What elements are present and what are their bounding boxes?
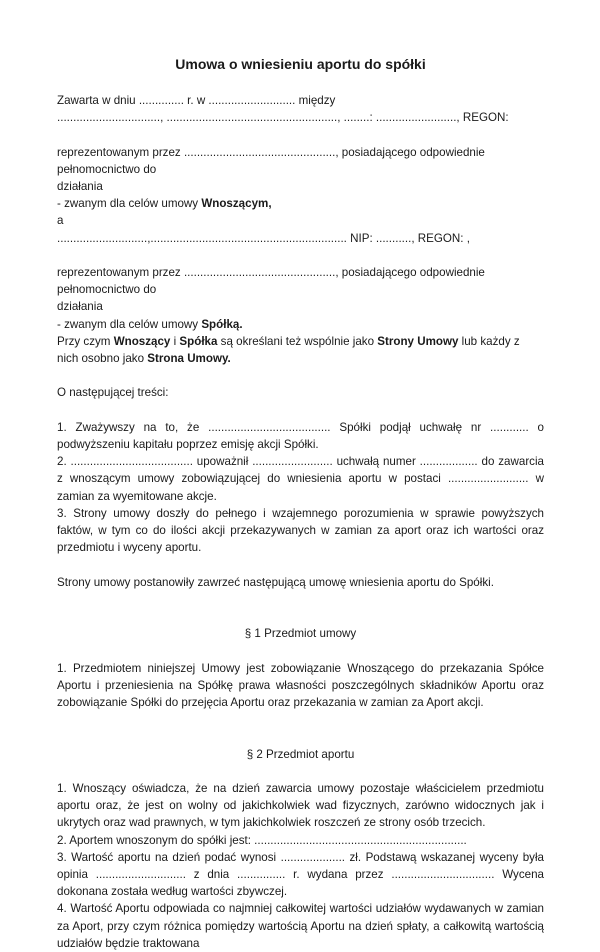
spacer [57,556,544,573]
recitals-block [57,419,544,557]
party2-designation [57,316,544,333]
intro-block [57,92,544,126]
intro-line-date: Zawarta w dniu .............. r. w ........................... między [57,94,336,107]
recital-item: 1. Zważywszy na to, że ...................................... Spółki podjął uchwałę nr ............ o podwyższeniu kapitału poprzez emisję akcji Spółki. [57,420,544,451]
bold-term: Strona Umowy. [147,352,231,366]
spacer [57,126,544,143]
intro-line-party1: ................................, ....................................................., ........: ........................., REGON: [57,111,509,125]
section-heading: § 1 Przedmiot umowy [244,627,357,641]
party2-designation-name: Spółką. [201,317,243,331]
spacer [57,83,544,92]
spacer [57,642,544,659]
section-paragraph: 1. Wnoszący oświadcza, że na dzień zawarcia umowy pozostaje właścicielem przedmiotu aportu oraz, że jest on wolny od jakichkolwiek wad fizycznych, zarówno widocznych jak i ukrytych oraz wad prawnych, w tym jakichkolwiek roszczeń ze strony osób trzecich. [57,781,544,830]
recital-item: 3. Strony umowy doszły do pełnego i wzajemnego porozumienia w sprawie powyższych faktów, w tym co do ilości akcji przekazywanych w zamian za aport oraz ich wartości oraz przedmiotu i wyceny aportu. [57,506,544,555]
party2-block [57,264,544,367]
party1-designation-prefix: - zwanym dla celów umowy [57,197,202,211]
section-paragraph: 4. Wartość Aportu odpowiada co najmniej całkowitej wartości udziałów wydawanych w zamian za Aport, przy czym różnica pomiędzy wartością Aportu na dzień spłaty, a całkowitą wartością udziałów będzie traktowana [57,902,544,950]
bold-term: Spółka [179,334,218,348]
spacer [57,402,544,419]
spacer [57,711,544,745]
bold-term: Wnoszący [113,334,171,348]
section-1 [57,625,544,711]
party2-designation-prefix: - zwanym dla celów umowy [57,317,202,331]
spacer [57,247,544,264]
party1-block [57,144,544,247]
party2-representation-cont: działania [57,300,103,314]
text-fragment: Przy czym [57,334,114,348]
section-2 [57,746,544,952]
text-fragment: lub każdy z nich osobno jako [57,334,520,366]
text-fragment: i [170,334,180,348]
party1-representation: reprezentowanym przez ..............................................., posiadającego odpowiednie pełnomocnictwo do [57,145,485,176]
party2-representation: reprezentowanym przez ..............................................., posiadającego odpowiednie pełnomocnictwo do [57,266,485,297]
party1-designation [57,195,544,212]
conjunction-and: a [57,214,64,228]
spacer [57,763,544,780]
content-intro: O następującej treści: [57,386,169,400]
party2-details: ............................,............................................................. NIP: ..........., REGON: , [57,231,470,245]
spacer [57,591,544,625]
section-heading: § 2 Przedmiot aportu [246,747,355,761]
document-title: Umowa o wniesieniu aportu do spółki [175,56,426,72]
bold-term: Strony Umowy [377,334,459,348]
recital-item: 2. ...................................... upoważnił ......................... uchwałą numer .................. do zawarcia z wnoszącym umowy zobowiązującej do wniesienia aportu w postaci ......................... w zamian za wyemitowane akcje. [57,455,544,503]
document-page [57,55,544,952]
text-fragment: są określani też wspólnie jako [217,334,378,348]
party1-representation-cont: działania [57,180,103,193]
section-paragraph: 1. Przedmiotem niniejszej Umowy jest zobowiązanie Wnoszącego do przekazania Spółce Aportu i przeniesienia na Spółkę prawa własności poszczególnych składników Aportu oraz zobowiązanie Spółki do przejęcia Aportu oraz przekazania w zamian za Aport akcji. [57,661,544,709]
joint-parties-clause [57,333,544,367]
section-paragraph: 2. Aportem wnoszonym do spółki jest: .................................................................. [57,833,467,847]
spacer [57,367,544,384]
party1-designation-name: Wnoszącym, [201,197,272,211]
decision-statement: Strony umowy postanowiły zawrzeć następującą umowę wniesienia aportu do Spółki. [57,575,494,589]
section-paragraph: 3. Wartość aportu na dzień podać wynosi .................... zł. Podstawą wskazanej wyceny była opinia ............................ z dnia ............... r. wydana przez ................................ Wycena dokonana została według wartości zbywczej. [57,850,544,899]
